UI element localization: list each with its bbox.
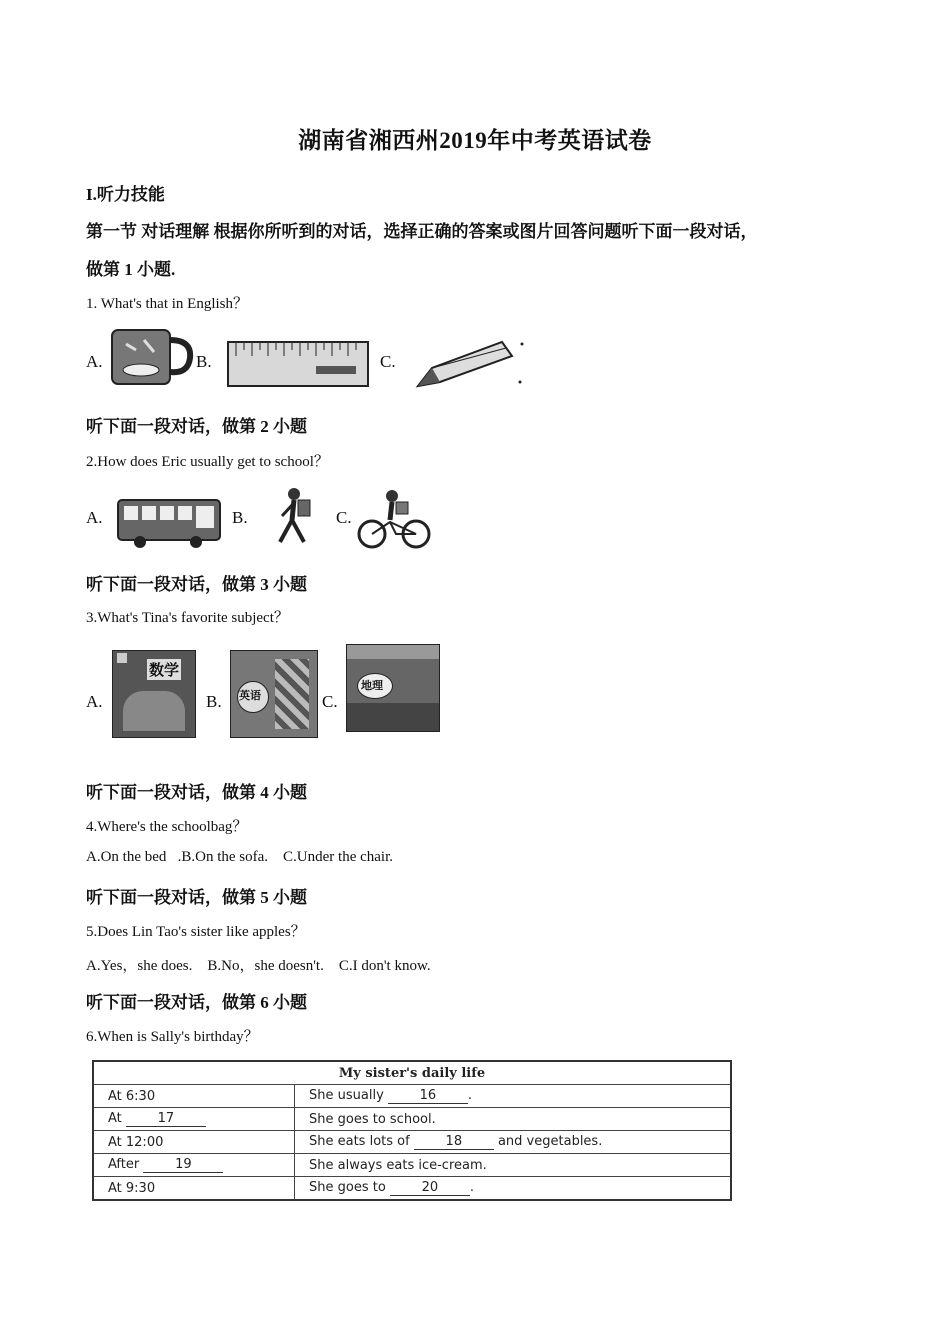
answer-blank: 18 [414, 1134, 494, 1150]
question-4: 4.Where's the schoolbag？ [86, 819, 248, 835]
book-cover-title: 英语 [239, 689, 261, 702]
daily-life-table [92, 1060, 732, 1201]
activity-text: She goes to [309, 1180, 386, 1195]
activity-text-end: . [469, 1180, 475, 1195]
question-3-header: 听下面一段对话，做第 3 小题 [86, 575, 307, 594]
section-heading: I.听力技能 [86, 185, 165, 204]
question-3: 3.What's Tina's favorite subject？ [86, 610, 289, 626]
table-row [93, 1154, 731, 1177]
ruler-icon [226, 338, 370, 390]
answer-blank: 16 [388, 1088, 468, 1104]
part-instructions-cont: 做第 1 小题. [86, 260, 176, 279]
option-b-label: B. [206, 692, 222, 711]
option-a-label: A. [86, 508, 103, 527]
bus-icon [116, 496, 224, 550]
time-label: At [108, 1111, 122, 1126]
question-6-header: 听下面一段对话，做第 6 小题 [86, 993, 307, 1012]
table-row [93, 1131, 731, 1154]
answer-blank: 17 [126, 1111, 206, 1127]
table-row [93, 1108, 731, 1131]
time-label: At 6:30 [108, 1088, 156, 1104]
activity-text: She goes to school. [309, 1111, 436, 1127]
option-c-label: C. [322, 692, 338, 711]
question-5-header: 听下面一段对话，做第 5 小题 [86, 888, 307, 907]
part-instructions: 第一节 对话理解 根据你所听到的对话，选择正确的答案或图片回答问题听下面一段对话， [86, 222, 758, 241]
time-label: At 12:00 [108, 1134, 164, 1150]
english-book-icon [230, 650, 318, 738]
option-b-label: B. [196, 352, 212, 371]
activity-text: She always eats ice-cream. [309, 1157, 487, 1173]
question-4-options: A.On the bed .B.On the sofa. C.Under the chair. [86, 849, 394, 865]
table-row [93, 1085, 731, 1108]
option-a-label: A. [86, 352, 103, 371]
question-4-header: 听下面一段对话，做第 4 小题 [86, 783, 307, 802]
question-2: 2.How does Eric usually get to school？ [86, 454, 329, 470]
option-c-label: C. [336, 508, 352, 527]
page-title: 湖南省湘西州2019年中考英语试卷 [298, 128, 652, 153]
option-a-label: A. [86, 692, 103, 711]
option-b-label: B. [232, 508, 248, 527]
activity-text-end: and vegetables. [497, 1134, 603, 1149]
question-5: 5.Does Lin Tao's sister like apples？ [86, 924, 306, 940]
activity-text-end: . [467, 1088, 473, 1103]
table-heading: My sister's daily life [93, 1061, 731, 1085]
pencil-icon [410, 336, 526, 392]
time-label: After [108, 1157, 140, 1172]
time-label: At 9:30 [108, 1180, 156, 1196]
walking-student-icon [262, 486, 326, 546]
answer-blank: 19 [143, 1157, 223, 1173]
math-book-icon [112, 650, 196, 738]
option-c-label: C. [380, 352, 396, 371]
question-5-options: A.Yes，she does. B.No，she doesn't. C.I don't know. [86, 958, 431, 974]
table-row [93, 1177, 731, 1201]
mug-icon [108, 326, 194, 388]
question-6: 6.When is Sally's birthday？ [86, 1029, 259, 1045]
bicycle-rider-icon [356, 488, 432, 550]
answer-blank: 20 [390, 1180, 470, 1196]
question-1: 1. What's that in English？ [86, 296, 248, 312]
activity-text: She usually [309, 1088, 384, 1103]
geography-book-icon [346, 644, 440, 732]
activity-text: She eats lots of [309, 1134, 410, 1149]
question-2-header: 听下面一段对话，做第 2 小题 [86, 417, 307, 436]
book-cover-title: 地理 [361, 679, 383, 692]
book-cover-title: 数学 [149, 661, 180, 679]
